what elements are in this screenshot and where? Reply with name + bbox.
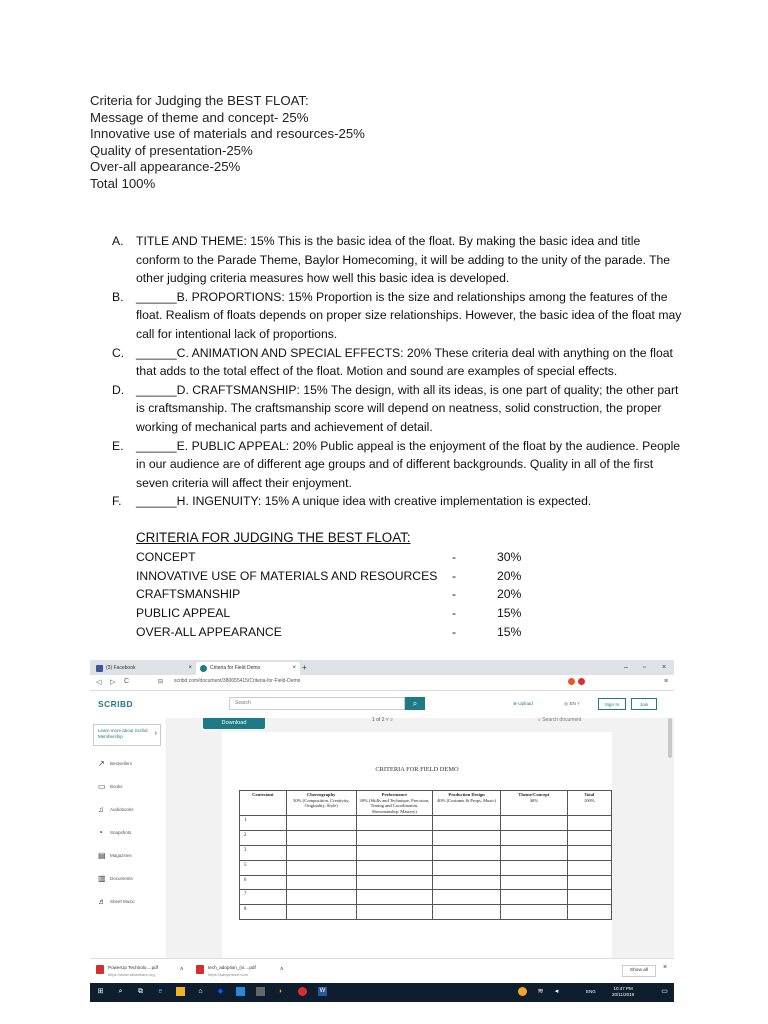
reload-icon[interactable]: C: [124, 678, 130, 685]
download-name: PowerUp Technolo....pdf: [108, 965, 158, 970]
music-note-icon: ♬: [98, 897, 106, 906]
criteria-text: ______D. CRAFTSMANSHIP: 15% The design, with all its ideas, is one part of quality; the other part is craftsmanship. The craftsmanship score will depend on neatness, solid construction, the proper working of mechanical parts and achievement of detail.: [136, 382, 679, 434]
scribd-icon: [200, 665, 207, 672]
summary-row: [136, 548, 536, 567]
document-title: CRITERIA FOR FIELD DEMO: [375, 766, 459, 773]
language-indicator[interactable]: ENG: [586, 989, 596, 994]
address-bar: [90, 675, 674, 691]
tab-label: (3) Facebook: [106, 665, 136, 671]
summary-dash: -: [452, 587, 457, 602]
tray-icon[interactable]: [518, 987, 527, 996]
menu-icon[interactable]: ≡: [664, 678, 669, 685]
contestant-number: 8: [240, 905, 287, 920]
summary-title: CRITERIA FOR JUDGING THE BEST FLOAT:: [136, 530, 411, 545]
headphones-icon: ♫: [98, 805, 104, 814]
column-header: Production Design 40% (Costume & Props, Music): [432, 791, 500, 816]
minimize-button[interactable]: –: [624, 664, 628, 671]
summary-row: [136, 585, 536, 604]
bookmark-icon[interactable]: ⊟: [158, 679, 164, 685]
app-icon[interactable]: ◗: [278, 988, 283, 995]
sidebar-item-label: Sheet Music: [110, 899, 135, 905]
column-header: Total 100%: [567, 791, 611, 816]
table-row: [240, 816, 612, 831]
summary-percent: 20%: [497, 587, 522, 602]
contestant-number: 1: [240, 816, 287, 831]
criteria-text: TITLE AND THEME: 15% This is the basic idea of the float. By making the basic idea and title conform to the Parade Theme, Baylor Homecoming, it will be adding to the unity of the parade. The other judging criteria measures how well this basic idea is developed.: [136, 234, 671, 286]
criteria-list: [112, 232, 682, 511]
criteria-item: [112, 437, 682, 493]
windows-start-icon[interactable]: ⊞: [97, 988, 104, 995]
maximize-button[interactable]: ▫: [643, 664, 646, 671]
windows-taskbar: [90, 983, 674, 1002]
window-close-button[interactable]: ×: [662, 664, 667, 671]
extension-icon[interactable]: [568, 678, 575, 685]
chevron-down-icon: ˅: [577, 701, 580, 706]
summary-label: PUBLIC APPEAL: [136, 606, 231, 621]
intro-line: Message of theme and concept- 25%: [90, 109, 309, 125]
sign-in-button[interactable]: Sign In: [598, 698, 626, 710]
word-icon[interactable]: W: [319, 988, 326, 994]
edge-icon[interactable]: e: [158, 988, 163, 995]
criteria-text: ______E. PUBLIC APPEAL: 20% Public appeal is the enjoyment of the float by the audience. People in our audience are of different age groups and of different backgrounds. Quality in all of the first seven criteria will affect their enjoyment.: [136, 438, 681, 490]
intro-line: Quality of presentation-25%: [90, 142, 253, 158]
app-icon[interactable]: [256, 987, 265, 996]
sidebar-item-label: Snapshots: [110, 830, 132, 836]
magazine-icon: ▤: [98, 851, 106, 860]
scribd-sidebar: [90, 718, 167, 958]
document-page: [222, 732, 612, 958]
intro-line: Innovative use of materials and resources-25%: [90, 126, 365, 142]
task-view-icon[interactable]: ⧉: [138, 988, 143, 995]
sidebar-item-label: Bestsellers: [110, 761, 133, 767]
embedded-browser-screenshot: [90, 660, 674, 1002]
chevron-down-icon[interactable]: ˅: [385, 717, 389, 723]
summary-label: INNOVATIVE USE OF MATERIALS AND RESOURCES: [136, 568, 438, 583]
summary-label: CRAFTSMANSHIP: [136, 587, 241, 602]
membership-promo[interactable]: [93, 724, 161, 746]
scrollbar[interactable]: [668, 718, 672, 758]
criteria-item: [112, 381, 682, 437]
sidebar-item-documents[interactable]: [98, 873, 133, 885]
table-row: [240, 875, 612, 890]
criteria-letter: D.: [112, 382, 125, 397]
back-icon[interactable]: ◁: [96, 679, 102, 686]
upload-button[interactable]: [508, 698, 538, 710]
summary-percent: 15%: [497, 624, 522, 639]
volume-icon[interactable]: ◂: [554, 988, 559, 995]
pdf-icon: [196, 965, 204, 974]
sidebar-item-audiobooks[interactable]: [98, 804, 134, 816]
search-document-input[interactable]: [538, 717, 581, 723]
criteria-letter: C.: [112, 345, 125, 360]
contestant-number: 3: [240, 845, 287, 860]
book-icon: ▭: [98, 782, 106, 791]
network-icon[interactable]: ≋: [537, 988, 544, 995]
sidebar-item-label: Documents: [110, 876, 133, 882]
chevron-up-icon[interactable]: ˄: [280, 967, 284, 973]
table-row: [240, 905, 612, 920]
criteria-letter: A.: [112, 234, 124, 248]
facebook-icon: [96, 665, 103, 672]
summary-table: [136, 530, 536, 641]
clock-time: 10:47 PM: [613, 986, 633, 991]
contestant-number: 7: [240, 890, 287, 905]
page-indicator: 1 of 2: [372, 717, 385, 723]
sidebar-item-label: Books: [110, 784, 123, 790]
table-header-row: [240, 791, 612, 816]
download-source: https://sanyimene.com: [208, 972, 249, 977]
column-header: Choreography 30% (Composition, Creativity, Originality, Style): [286, 791, 356, 816]
sidebar-item-magazines[interactable]: [98, 850, 132, 862]
criteria-item: [112, 344, 682, 381]
column-header: Contestant: [240, 791, 287, 816]
url-field[interactable]: scribd.com/document/380655415/Criteria-for-Field-Demo: [174, 678, 301, 684]
extension-icon[interactable]: [578, 678, 585, 685]
summary-percent: 30%: [497, 550, 522, 564]
column-header: Theme/Concept 40%: [501, 791, 567, 816]
criteria-text: ______C. ANIMATION AND SPECIAL EFFECTS: 20% These criteria deal with anything on the float that adds to the total effect of the float. Motion and sound are examples of special effects.: [136, 345, 673, 379]
summary-dash: -: [452, 624, 457, 639]
criteria-item: [112, 232, 682, 288]
dropbox-icon[interactable]: ◆: [217, 988, 224, 995]
intro-line: Total 100%: [90, 175, 156, 191]
download-button[interactable]: Download: [203, 718, 265, 729]
browser-tab-bar: [90, 660, 674, 675]
download-item[interactable]: [96, 963, 192, 980]
globe-icon: ◎: [564, 701, 569, 706]
forward-icon[interactable]: ▷: [110, 679, 116, 686]
column-header: Performance 30% (Skills and Technique, Precision, Timing and Coordination, Showmanship, Mastery): [356, 791, 432, 816]
language-label: EN: [569, 701, 576, 706]
scribd-header: [90, 691, 674, 719]
criteria-text: ______B. PROPORTIONS: 15% Proportion is the size and relationships among the features of the float. Realism of floats depends on proper size relationships. However, the basic idea of the float may call for intentional lack of proportions.: [136, 289, 682, 341]
summary-row: [136, 623, 536, 642]
language-selector[interactable]: [560, 698, 584, 710]
intro-line: Over-all appearance-25%: [90, 159, 241, 175]
sidebar-item-label: Audiobooks: [110, 807, 134, 813]
pdf-icon: [96, 965, 104, 974]
sidebar-item-bestsellers[interactable]: [98, 758, 132, 770]
close-icon[interactable]: ×: [188, 665, 192, 671]
search-icon[interactable]: ⌕: [118, 988, 123, 995]
search-icon[interactable]: ⌕: [405, 697, 425, 710]
summary-percent: 20%: [497, 568, 522, 583]
table-row: [240, 845, 612, 860]
table-row: [240, 860, 612, 875]
search-document-label: Search document: [542, 717, 582, 723]
upload-label: Upload: [518, 701, 533, 706]
search-icon: ⌕: [538, 717, 541, 723]
summary-row: [136, 567, 536, 586]
browser-tab-scribd[interactable]: [196, 662, 300, 675]
summary-row: [136, 604, 536, 623]
criteria-item: [112, 288, 682, 344]
criteria-letter: E.: [112, 438, 124, 453]
table-row: [240, 831, 612, 846]
scoring-table: [239, 790, 612, 920]
contestant-number: 5: [240, 860, 287, 875]
sidebar-item-sheet-music[interactable]: [98, 896, 135, 908]
download-name: tech_adoption_(vi....pdf: [208, 965, 256, 970]
store-icon[interactable]: ⌂: [198, 988, 203, 995]
sidebar-item-books[interactable]: [98, 781, 123, 793]
downloads-bar: [90, 958, 674, 984]
tab-label: Criteria for Field Demo: [210, 665, 261, 671]
download-source: https://www.slideshare.org: [108, 972, 155, 977]
close-icon[interactable]: ×: [663, 964, 668, 971]
summary-percent: 15%: [497, 606, 522, 621]
notification-icon[interactable]: ▭: [661, 988, 668, 995]
opera-icon[interactable]: [298, 987, 307, 996]
clock-date: 20/11/2019: [612, 992, 635, 997]
chevron-up-icon[interactable]: ˄: [180, 967, 184, 973]
app-icon[interactable]: [236, 987, 245, 996]
sidebar-item-snapshots[interactable]: [98, 827, 131, 839]
contestant-number: 2: [240, 831, 287, 846]
browser-tab-facebook[interactable]: [92, 662, 196, 675]
criteria-item: [112, 492, 682, 511]
new-tab-button[interactable]: +: [302, 663, 307, 672]
document-icon: ▥: [98, 874, 106, 883]
sidebar-item-label: Magazines: [110, 853, 132, 859]
summary-label: OVER-ALL APPEARANCE: [136, 624, 282, 639]
file-explorer-icon[interactable]: [176, 987, 185, 996]
intro-line: Criteria for Judging the BEST FLOAT:: [90, 93, 309, 108]
show-all-button[interactable]: Show all: [622, 965, 656, 977]
close-icon[interactable]: ×: [292, 665, 296, 671]
criteria-letter: B.: [112, 289, 124, 304]
join-button[interactable]: Join: [631, 698, 657, 710]
summary-dash: -: [452, 606, 457, 621]
chevron-right-icon: ›: [154, 730, 157, 737]
summary-label: CONCEPT: [136, 550, 196, 564]
summary-dash: -: [452, 550, 457, 564]
trending-icon: ↗: [98, 759, 105, 768]
page-controls[interactable]: [372, 717, 393, 723]
timer-icon: ◔: [98, 828, 103, 837]
upload-icon: ⊕: [513, 701, 517, 706]
criteria-letter: F.: [112, 494, 122, 509]
criteria-text: ______H. INGENUITY: 15% A unique idea with creative implementation is expected.: [136, 494, 592, 509]
download-item[interactable]: [196, 963, 292, 980]
scribd-logo[interactable]: SCRIBD: [98, 699, 134, 709]
search-input[interactable]: Search: [229, 697, 405, 710]
clock[interactable]: [612, 986, 634, 998]
summary-dash: -: [452, 568, 457, 583]
table-row: [240, 890, 612, 905]
zoom-icon[interactable]: ⌕: [390, 717, 394, 723]
intro-criteria-block: [90, 93, 365, 193]
membership-label: Learn more about Scribd Membership: [98, 728, 148, 739]
contestant-number: 6: [240, 875, 287, 890]
